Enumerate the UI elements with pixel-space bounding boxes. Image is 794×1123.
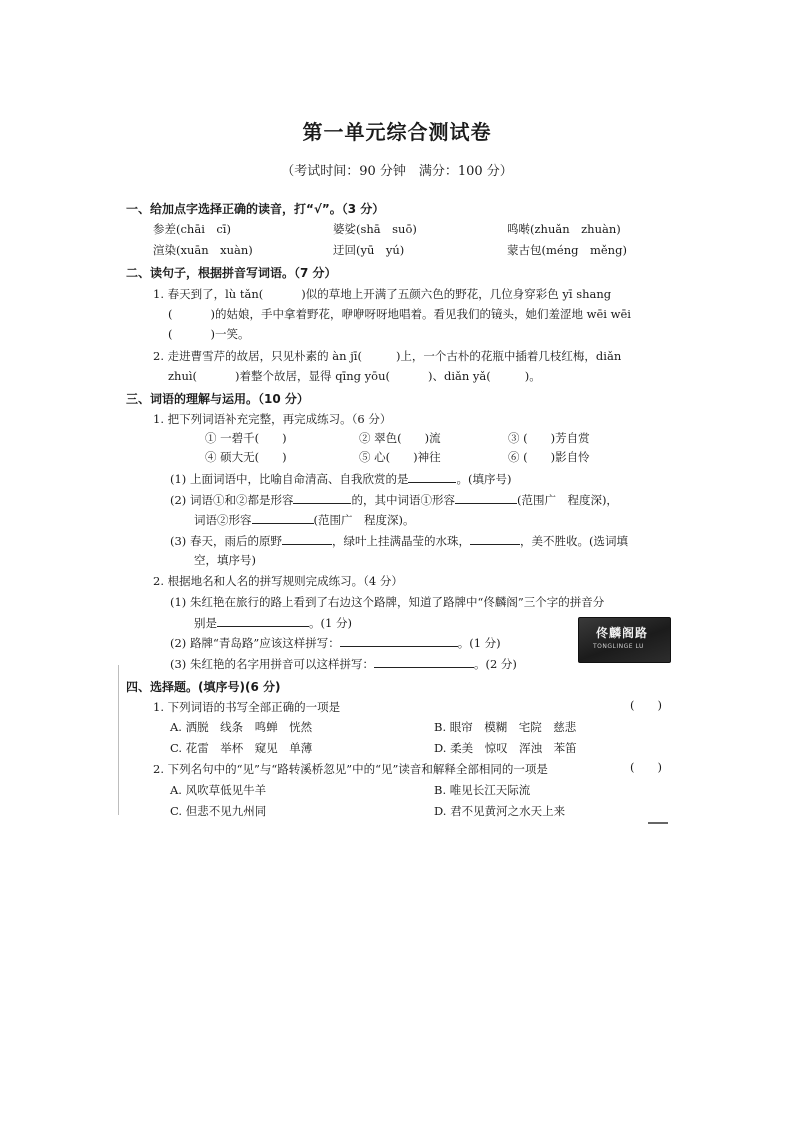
question-4-1-prompt: 1. 下列词语的书写全部正确的一项是 — [153, 700, 341, 714]
text: )的姑娘，手中拿着野花，咿咿呀呀地唱着。看见我们的镜头，她们羞涩地 wēi wēi — [210, 307, 631, 321]
text: )一笑。 — [210, 327, 250, 341]
text: (范围广 程度深)， — [516, 493, 618, 507]
question-3-1-prompt: 1. 把下列词语补充完整，再完成练习。（6 分） — [153, 412, 392, 426]
word-fill-item[interactable]: ④ 硕大无( ) — [205, 450, 287, 464]
question-3-2-prompt: 2. 根据地名和人名的拼写规则完成练习。（4 分） — [153, 574, 403, 588]
text: 别是 — [194, 616, 217, 630]
road-sign-pinyin: TONGLINGE LU — [593, 643, 644, 650]
text: 。(1 分) — [457, 636, 501, 650]
word-fill-item[interactable]: ③ ( )芳自赏 — [508, 431, 590, 445]
road-sign-photo — [578, 617, 671, 663]
text: )、diǎn yǎ( — [427, 369, 491, 383]
option-c[interactable]: C. 花雷 举杯 窥见 单薄 — [170, 741, 313, 755]
answer-blank[interactable] — [470, 532, 520, 545]
question-2-1-line-3 — [168, 326, 250, 342]
section-3-heading: 三、词语的理解与运用。（10 分） — [126, 392, 309, 406]
option-b[interactable]: B. 眼帘 模糊 宅院 慈悲 — [434, 720, 577, 734]
text: ( — [168, 327, 173, 341]
word-fill-item[interactable]: ② 翠色( )流 — [359, 431, 441, 445]
road-sign-text: 佟麟阁路 — [596, 626, 649, 640]
question-2-2-line-1 — [153, 348, 621, 364]
text: (3) 朱红艳的名字用拼音可以这样拼写： — [170, 657, 374, 671]
text: 。(1 分) — [309, 616, 352, 630]
pinyin-item[interactable]: 婆娑(shā suō) — [333, 222, 417, 236]
text: 词语②形容 — [194, 513, 252, 527]
option-d[interactable]: D. 君不见黄河之水天上来 — [434, 804, 566, 818]
binding-margin-line — [118, 665, 119, 815]
text: 的，其中词语①形容 — [351, 493, 455, 507]
text: 。(2 分) — [473, 657, 517, 671]
answer-blank[interactable] — [293, 491, 351, 504]
pinyin-item[interactable]: 迂回(yū yú) — [333, 243, 405, 257]
question-4-2-prompt: 2. 下列名句中的“见”与“路转溪桥忽见”中的“见”读音和解释全部相同的一项是 — [153, 762, 548, 776]
text: (2) 路牌“青岛路”应该这样拼写： — [170, 636, 340, 650]
pinyin-item[interactable]: 参差(chāi cī) — [153, 222, 231, 236]
exam-info: （考试时间：90 分钟 满分：100 分） — [281, 164, 513, 179]
text: 。(填序号) — [456, 472, 512, 486]
question-3-1-sub-2-cont — [194, 511, 414, 528]
question-3-2-sub-2 — [170, 634, 501, 651]
pinyin-item[interactable]: 蒙古包(méng měng) — [507, 243, 627, 257]
text: )着整个故居，显得 qīng yōu( — [235, 369, 390, 383]
question-3-2-sub-1: (1) 朱红艳在旅行的路上看到了右边这个路牌，知道了路牌中“佟麟阁”三个字的拼音分 — [170, 595, 605, 609]
text: )似的草地上开满了五颜六色的野花，几位身穿彩色 yī shang — [301, 287, 612, 301]
question-2-1-line-1 — [153, 286, 611, 302]
text: (1) 上面词语中，比喻自命清高、自我欣赏的是 — [170, 472, 409, 486]
page-title: 第一单元综合测试卷 — [302, 120, 492, 144]
text: 1. 春天到了，lù tǎn( — [153, 287, 264, 301]
answer-blank[interactable] — [340, 634, 458, 647]
question-2-1-line-2 — [168, 306, 631, 322]
text: )上，一个古朴的花瓶中插着几枝红梅，diǎn — [395, 349, 622, 363]
text: ，美不胜收。(选词填 — [519, 534, 628, 548]
option-a[interactable]: A. 洒脱 线条 鸣蝉 恍然 — [170, 720, 313, 734]
question-3-2-sub-3 — [170, 655, 517, 672]
question-3-1-sub-3 — [170, 532, 628, 549]
pinyin-item[interactable]: 渲染(xuān xuàn) — [153, 243, 253, 257]
option-c[interactable]: C. 但悲不见九州同 — [170, 804, 267, 818]
question-3-1-sub-1 — [170, 470, 511, 487]
answer-blank[interactable] — [408, 470, 456, 483]
text: 2. 走进曹雪芹的故居，只见朴素的 àn jī( — [153, 349, 362, 363]
text: zhuì( — [168, 369, 198, 383]
question-3-1-sub-3-cont: 空，填序号) — [194, 553, 256, 567]
answer-blank[interactable] — [217, 614, 309, 627]
question-2-2-line-2 — [168, 368, 541, 384]
question-3-1-sub-2 — [170, 491, 618, 508]
answer-blank[interactable] — [374, 655, 474, 668]
answer-blank[interactable] — [252, 511, 314, 524]
page-end-mark — [648, 822, 668, 824]
section-2-heading: 二、读句子，根据拼音写词语。（7 分） — [126, 266, 337, 280]
answer-paren[interactable]: ( ) — [630, 760, 662, 774]
section-1-heading: 一、给加点字选择正确的读音，打“√”。（3 分） — [126, 202, 385, 216]
question-3-2-sub-1-cont — [194, 614, 352, 631]
answer-paren[interactable]: ( ) — [630, 698, 662, 712]
option-a[interactable]: A. 风吹草低见牛羊 — [170, 783, 267, 797]
option-b[interactable]: B. 唯见长江天际流 — [434, 783, 531, 797]
text: (3) 春天，雨后的原野 — [170, 534, 282, 548]
text: ( — [168, 307, 173, 321]
answer-blank[interactable] — [455, 491, 517, 504]
text: )。 — [524, 369, 541, 383]
word-fill-item[interactable]: ① 一碧千( ) — [205, 431, 287, 445]
word-fill-item[interactable]: ⑥ ( )影自怜 — [508, 450, 590, 464]
answer-blank[interactable] — [282, 532, 332, 545]
text: (2) 词语①和②都是形容 — [170, 493, 294, 507]
pinyin-item[interactable]: 鸣啭(zhuǎn zhuàn) — [507, 222, 621, 236]
section-4-heading: 四、选择题。(填序号)(6 分) — [126, 680, 281, 694]
word-fill-item[interactable]: ⑤ 心( )神往 — [359, 450, 441, 464]
text: ，绿叶上挂满晶莹的水珠， — [331, 534, 470, 548]
text: (范围广 程度深)。 — [313, 513, 415, 527]
option-d[interactable]: D. 柔美 惊叹 浑浊 苯笛 — [434, 741, 577, 755]
